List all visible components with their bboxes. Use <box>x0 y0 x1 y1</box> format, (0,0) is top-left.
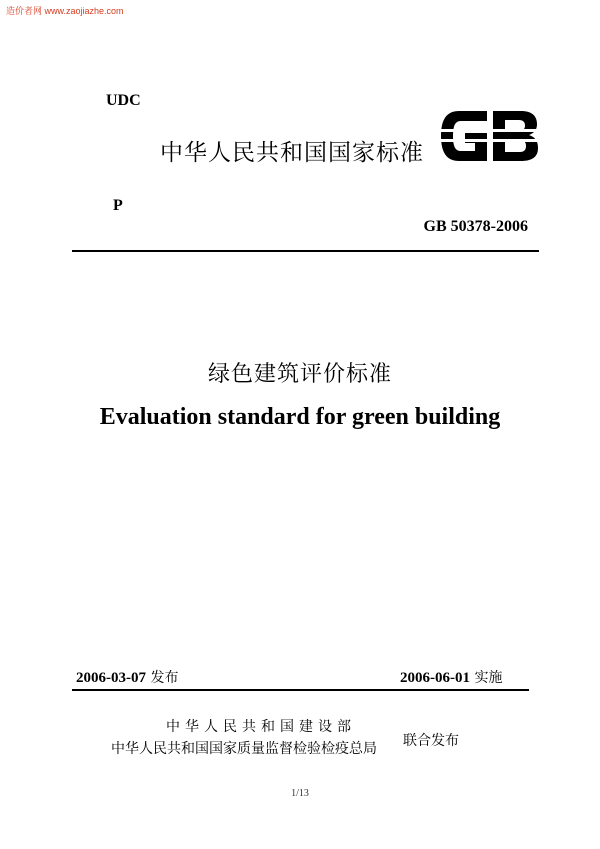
header-divider <box>72 250 539 252</box>
title-chinese: 绿色建筑评价标准 <box>207 362 392 387</box>
issue-date: 2006-03-07 <box>76 670 146 686</box>
national-standard-heading: 中华人民共和国国家标准 <box>160 140 424 166</box>
issue-date-line <box>76 667 178 687</box>
title-english: Evaluation standard for green building <box>99 404 501 430</box>
footer-divider <box>72 689 529 691</box>
classification-code: P <box>113 197 123 214</box>
issuer-administration: 中华人民共和国国家质量监督检验检疫总局 <box>111 741 377 757</box>
joint-issue-label: 联合发布 <box>403 733 459 749</box>
gb-logo-icon <box>437 105 541 167</box>
standard-number: GB 50378-2006 <box>423 218 528 235</box>
implement-date: 2006-06-01 <box>400 670 470 686</box>
implement-date-line <box>400 667 502 687</box>
site-watermark: 造价者网 www.zaojiazhe.com <box>6 6 124 16</box>
udc-label: UDC <box>106 92 141 109</box>
issue-label: 发布 <box>150 670 179 686</box>
implement-label: 实施 <box>474 670 503 686</box>
issuer-ministry: 中华人民共和国建设部 <box>166 719 356 735</box>
page-number: 1/13 <box>291 788 309 799</box>
